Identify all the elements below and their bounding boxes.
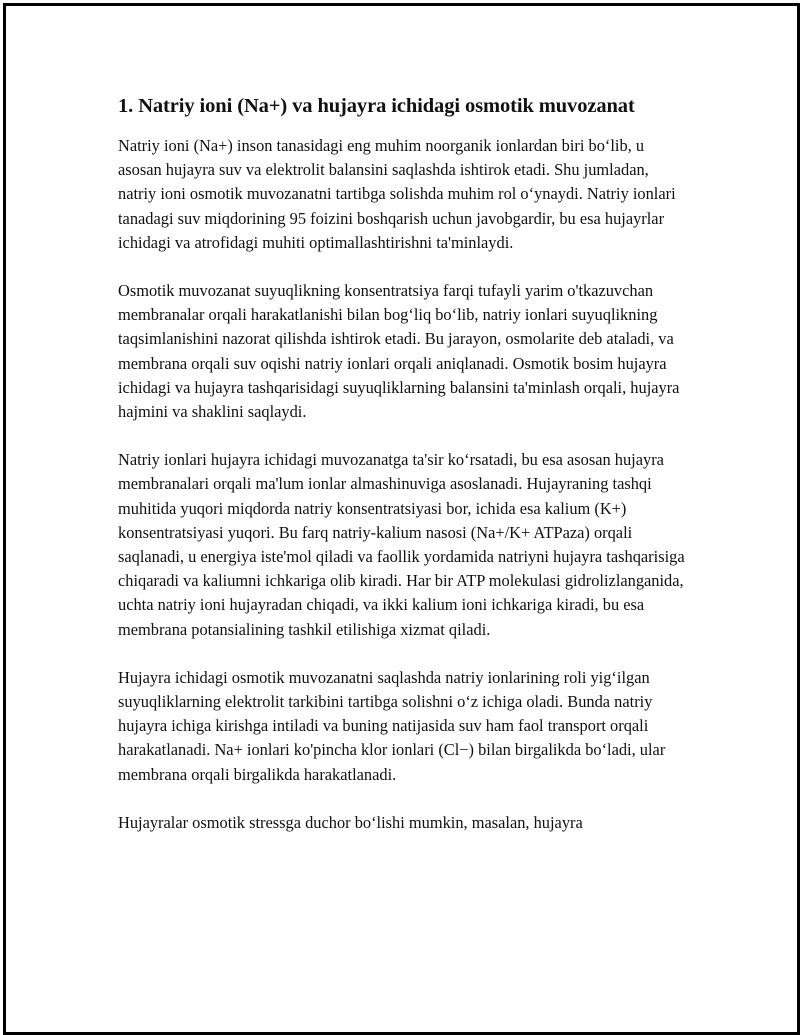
paragraph-4: Hujayra ichidagi osmotik muvozanatni saqlashda natriy ionlarining roli yig‘ilgan suyuqliklarning elektrolit tarkibini tartibga solishni o‘z ichiga oladi. Bunda natriy hujayra ichiga kirishga intiladi va buning natijasida suv ham faol transport orqali harakatlanadi. Na+ ionlari ko'pincha klor ionlari (Cl−) bilan birgalikda bo‘ladi, ular membrana orqali birgalikda harakatlanadi. — [118, 667, 666, 784]
paragraph-5: Hujayralar osmotik stressga duchor bo‘lishi mumkin, masalan, hujayra — [118, 812, 583, 832]
document-body — [118, 92, 688, 859]
paragraph-1: Natriy ioni (Na+) inson tanasidagi eng muhim noorganik ionlardan biri bo‘lib, u asosan hujayra suv va elektrolit balansini saqlashda ishtirok etadi. Shu jumladan, natriy ioni osmotik muvozanatni tartibga solishda muhim rol o‘ynaydi. Natriy ionlari tanadagi suv miqdorining 95 foizini boshqarish uchun javobgardir, bu esa hujayrlar ichidagi va atrofidagi muhiti optimallashtirishni ta'minlaydi. — [118, 136, 676, 252]
paragraph-3: Natriy ionlari hujayra ichidagi muvozanatga ta'sir ko‘rsatadi, bu esa asosan hujayra membranalari orqali ma'lum ionlar almashinuviga asoslanadi. Hujayraning tashqi muhitida yuqori miqdorda natriy konsentratsiyasi bor, ichida esa kalium (K+) konsentratsiyasi yuqori. Bu farq natriy-kalium nasosi (Na+/K+ ATPaza) orqali saqlanadi, u energiya iste'mol qiladi va faollik yordamida natriyni hujayra tashqarisiga chiqaradi va kaliumni ichkariga olib kiradi. Har bir ATP molekulasi gidrolizlanganida, uchta natriy ioni hujayradan chiqadi, va ikki kalium ioni ichkariga kiradi, bu esa membrana potansialining tashkil etilishiga xizmat qiladi. — [118, 450, 685, 639]
paragraph-2: Osmotik muvozanat suyuqlikning konsentratsiya farqi tufayli yarim o'tkazuvchan membranalar orqali harakatlanishi bilan bog‘liq bo‘lib, natriy ionlari suyuqlikning taqsimlanishini nazorat qilishda ishtirok etadi. Bu jarayon, osmolarite deb ataladi, va membrana orqali suv oqishi natriy ionlari orqali aniqlanadi. Osmotik bosim hujayra ichidagi va hujayra tashqarisidagi suyuqliklarning balansini ta'minlash orqali, hujayra hajmini va shaklini saqlaydi. — [118, 281, 680, 422]
section-heading: 1. Natriy ioni (Na+) va hujayra ichidagi osmotik muvozanat — [118, 95, 635, 117]
